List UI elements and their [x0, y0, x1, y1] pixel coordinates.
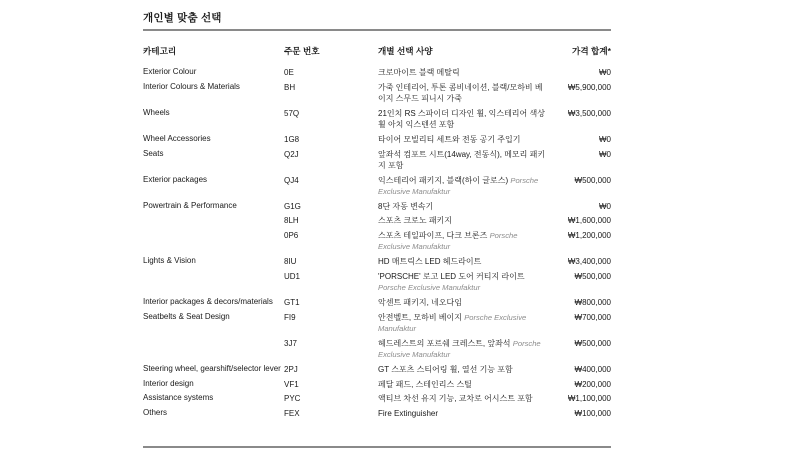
row-option-text: 21인치 RS 스파이더 디자인 휠, 익스테리어 색상 휠 아치 익스텐션 포함: [378, 108, 545, 129]
row-category: Assistance systems: [143, 393, 214, 403]
row-option-text: 8단 자동 변속기: [378, 201, 434, 211]
row-option-text: 스포츠 테일파이프, 다크 브론즈: [378, 231, 488, 241]
row-price: ₩3,400,000: [567, 257, 611, 267]
table-row: [143, 364, 611, 375]
row-price: ₩1,100,000: [567, 394, 611, 404]
row-option-note: Porsche Exclusive Manufaktur: [378, 175, 539, 196]
row-option-text: Fire Extinguisher: [378, 409, 439, 419]
row-option: [378, 271, 548, 293]
table-row: [143, 379, 611, 390]
row-category: Steering wheel, gearshift/selector lever: [143, 363, 281, 373]
row-category: Wheels: [143, 107, 170, 117]
row-price: ₩0: [599, 201, 611, 211]
row-order-code: FEX: [284, 409, 300, 419]
row-order-code: 0P6: [284, 231, 299, 241]
table-row: [143, 134, 611, 145]
row-option-text: 액티브 차선 유지 기능, 교차로 어시스트 포함: [378, 394, 533, 404]
row-option-text: 페달 패드, 스테인리스 스틸: [378, 379, 472, 389]
row-option: [378, 201, 548, 212]
row-option: [378, 230, 548, 252]
row-category: Wheel Accessories: [143, 133, 211, 143]
row-option-text: 앞좌석 컴포트 시트(14way, 전동식), 메모리 패키지 포함: [378, 149, 546, 170]
row-option-text: 타이어 모빌리티 세트와 전동 공기 주입기: [378, 134, 521, 144]
row-option-text: HD 매트릭스 LED 헤드라이트: [378, 257, 482, 267]
top-divider: [143, 29, 611, 31]
row-order-code: QJ4: [284, 175, 299, 185]
row-price: ₩800,000: [574, 297, 611, 307]
row-option: [378, 408, 548, 419]
table-row: [143, 149, 611, 171]
row-order-code: 3J7: [284, 338, 297, 348]
row-category: Exterior Colour: [143, 67, 197, 76]
row-order-code: 8IU: [284, 257, 297, 267]
row-option-text: 크로마이트 블랙 메탈릭: [378, 68, 460, 77]
row-price: ₩0: [599, 134, 611, 144]
table-row: [143, 230, 611, 252]
row-price: ₩0: [599, 68, 611, 77]
header-order-no: 주문 번호: [284, 46, 320, 56]
row-price: ₩0: [599, 149, 611, 159]
row-category: Others: [143, 408, 168, 418]
row-order-code: Q2J: [284, 149, 299, 159]
row-order-code: 57Q: [284, 108, 300, 118]
row-option-note: Porsche Exclusive Manufaktur: [378, 231, 518, 252]
row-option: [378, 364, 548, 375]
row-option: [378, 338, 548, 360]
table-row: [143, 108, 611, 130]
row-option-text: 헤드레스트의 포르쉐 크레스트, 앞좌석: [378, 338, 511, 348]
row-order-code: UD1: [284, 271, 301, 281]
row-category: Seatbelts & Seat Design: [143, 311, 230, 321]
row-category: Seats: [143, 148, 164, 158]
row-order-code: VF1: [284, 379, 299, 389]
row-category: Exterior packages: [143, 174, 208, 184]
row-price: ₩5,900,000: [567, 82, 611, 92]
table-row: [143, 82, 611, 104]
row-price: ₩700,000: [574, 312, 611, 322]
row-price: ₩500,000: [574, 271, 611, 281]
row-order-code: FI9: [284, 312, 296, 322]
row-option: [378, 393, 548, 404]
option-summary-page: [143, 0, 611, 450]
row-price: ₩500,000: [574, 338, 611, 348]
row-option: [378, 82, 548, 104]
row-category: Interior packages & decors/materials: [143, 296, 273, 306]
row-price: ₩3,500,000: [567, 108, 611, 118]
row-option-note: Porsche Exclusive Manufaktur: [378, 338, 541, 359]
row-order-code: 2PJ: [284, 364, 298, 374]
row-option: [378, 215, 548, 226]
table-row: [143, 175, 611, 197]
row-option: [378, 67, 548, 78]
row-option: [378, 312, 548, 334]
row-order-code: PYC: [284, 394, 301, 404]
table-row: [143, 338, 611, 360]
table-header: [143, 45, 611, 59]
row-price: ₩400,000: [574, 364, 611, 374]
row-price: ₩1,600,000: [567, 216, 611, 226]
row-price: ₩1,200,000: [567, 231, 611, 241]
row-category: Interior design: [143, 378, 194, 388]
row-option-text: 악센트 패키지, 네오다임: [378, 297, 462, 307]
row-order-code: G1G: [284, 201, 301, 211]
table-row: [143, 215, 611, 226]
header-category: 카테고리: [143, 46, 177, 56]
row-option-note: Porsche Exclusive Manufaktur: [378, 312, 527, 333]
row-option: [378, 149, 548, 171]
table-row: [143, 271, 611, 293]
row-option-text: 안전벨트, 모하비 베이지: [378, 312, 462, 322]
row-option-text: 익스테리어 패키지, 블랙(하이 글로스): [378, 175, 509, 185]
row-option: [378, 297, 548, 308]
table-row: [143, 297, 611, 308]
row-order-code: BH: [284, 82, 296, 92]
row-category: Lights & Vision: [143, 256, 196, 266]
header-price: 가격 합계*: [572, 46, 611, 56]
row-option-text: GT 스포츠 스티어링 휠, 열선 기능 포함: [378, 364, 513, 374]
row-option-note: Porsche Exclusive Manufaktur: [378, 283, 481, 293]
row-option: [378, 108, 548, 130]
row-option: [378, 256, 548, 267]
table-row: [143, 393, 611, 404]
row-option: [378, 134, 548, 145]
table-row: [143, 408, 611, 419]
table-row: [143, 256, 611, 267]
options-table-body: [143, 67, 611, 423]
row-price: ₩200,000: [574, 379, 611, 389]
table-row: [143, 67, 611, 78]
row-option-text: 가죽 인테리어, 투톤 콤비네이션, 블랙/모하비 베이지 스무드 피니시 가죽: [378, 82, 543, 103]
row-order-code: 1G8: [284, 134, 300, 144]
row-option: [378, 379, 548, 390]
row-option-text: 스포츠 크로노 패키지: [378, 216, 452, 226]
row-order-code: 0E: [284, 68, 294, 77]
header-option: 개별 선택 사양: [378, 46, 433, 56]
table-row: [143, 201, 611, 212]
bottom-divider: [143, 446, 611, 448]
row-option-text: 'PORSCHE' 로고 LED 도어 커티지 라이트: [378, 271, 525, 281]
row-order-code: GT1: [284, 297, 300, 307]
row-option: [378, 175, 548, 197]
table-row: [143, 312, 611, 334]
row-price: ₩500,000: [574, 175, 611, 185]
section-title: 개인별 맞춤 선택: [143, 12, 222, 24]
row-category: Powertrain & Performance: [143, 200, 237, 210]
row-category: Interior Colours & Materials: [143, 81, 240, 91]
row-order-code: 8LH: [284, 216, 299, 226]
row-price: ₩100,000: [574, 409, 611, 419]
